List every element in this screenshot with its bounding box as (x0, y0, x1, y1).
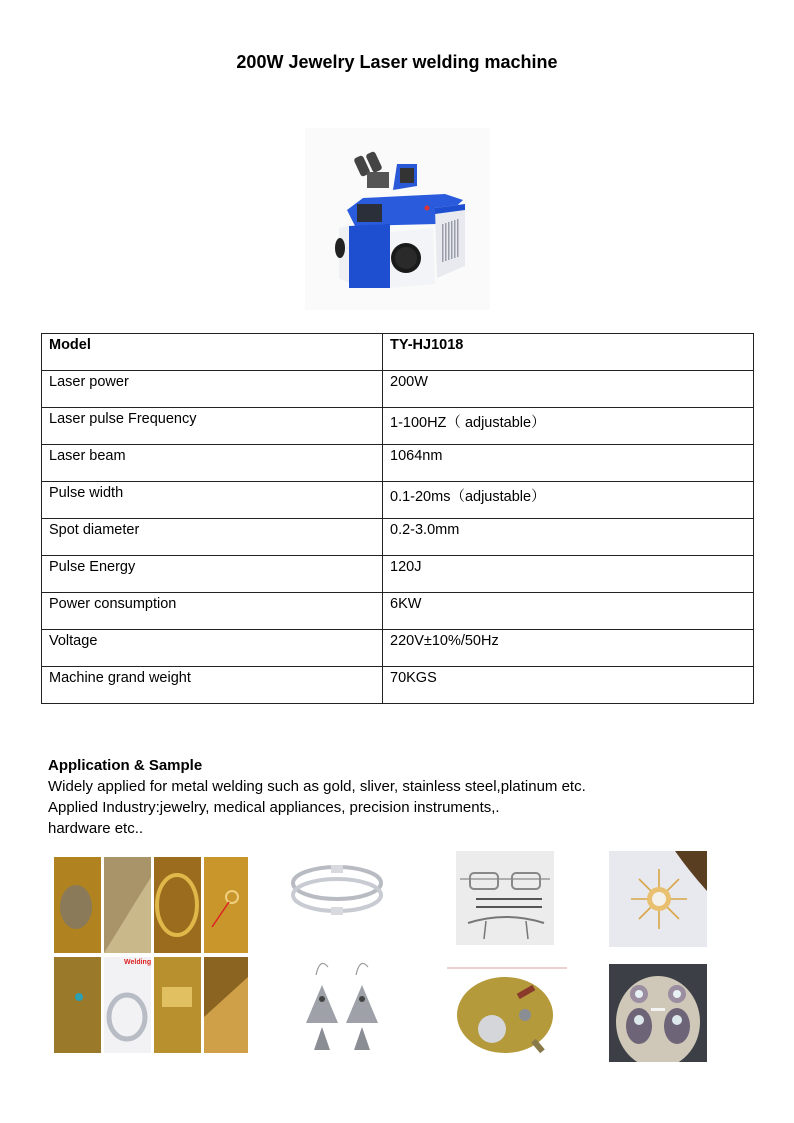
application-line: Widely applied for metal welding such as gold, sliver, stainless steel,platinum etc. (48, 778, 586, 795)
watch-movement-image (447, 967, 567, 1062)
spec-value: 1064nm (383, 445, 754, 482)
spec-label: Machine grand weight (42, 667, 383, 704)
spec-table-header-row (42, 334, 754, 371)
silver-bracelet-image (287, 855, 387, 925)
silver-earrings-image (296, 955, 384, 1055)
spec-value: 120J (383, 556, 754, 593)
spec-row (42, 667, 754, 704)
spec-row (42, 593, 754, 630)
spec-label: Voltage (42, 630, 383, 667)
spec-label: Power consumption (42, 593, 383, 630)
spec-row (42, 408, 754, 445)
welding-annotation: Welding (124, 959, 152, 966)
gold-sun-brooch-image (609, 851, 707, 947)
spec-value: 6KW (383, 593, 754, 630)
spec-value: 70KGS (383, 667, 754, 704)
spec-label: Laser pulse Frequency (42, 408, 383, 445)
application-line: Applied Industry:jewelry, medical appliances, precision instruments,. (48, 799, 500, 816)
spec-value: 1-100HZ（ adjustable） (383, 408, 754, 445)
machine-image (305, 128, 490, 310)
spec-table (41, 333, 754, 704)
crystal-earrings-image (609, 964, 707, 1062)
spec-label: Laser power (42, 371, 383, 408)
spec-row (42, 445, 754, 482)
spec-row (42, 371, 754, 408)
spec-label: Pulse Energy (42, 556, 383, 593)
spec-value: 220V±10%/50Hz (383, 630, 754, 667)
spec-row (42, 556, 754, 593)
spec-label: Laser beam (42, 445, 383, 482)
spec-row (42, 482, 754, 519)
spec-value: 0.2-3.0mm (383, 519, 754, 556)
application-line: hardware etc.. (48, 820, 144, 837)
spec-value: TY-HJ1018 (383, 334, 754, 371)
spec-row (42, 519, 754, 556)
document-title: 200W Jewelry Laser welding machine (236, 52, 558, 72)
application-heading: Application & Sample (48, 757, 203, 774)
gold-welding-collage-image (54, 857, 248, 1053)
eyeglass-frame-image (456, 851, 554, 945)
spec-label: Spot diameter (42, 519, 383, 556)
spec-value: 200W (383, 371, 754, 408)
application-section (48, 755, 586, 839)
spec-value: 0.1-20ms（adjustable） (383, 482, 754, 519)
spec-label: Model (42, 334, 383, 371)
spec-label: Pulse width (42, 482, 383, 519)
spec-row (42, 630, 754, 667)
